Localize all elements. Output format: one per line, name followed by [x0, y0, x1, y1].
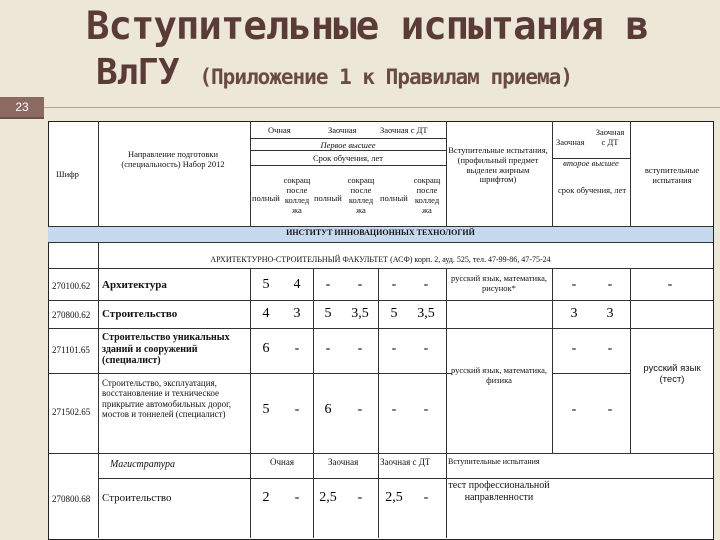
value-cell: -	[667, 277, 673, 292]
value-cell: -	[571, 277, 577, 292]
value-cell: -	[357, 490, 363, 505]
mag-zaochnaya: Заочная	[328, 457, 359, 467]
header-full: полный	[314, 193, 342, 203]
value-cell: 5	[390, 306, 398, 321]
header-zaochnaya-dt: Заочная с ДТ	[380, 125, 428, 135]
value-cell: -	[391, 402, 397, 417]
row-code: 271101.65	[52, 345, 90, 355]
header-first-higher: Первое высшее	[320, 140, 376, 150]
grid-line	[446, 268, 447, 538]
header-ochnaya: Очная	[268, 125, 291, 135]
value-cell: -	[294, 490, 300, 505]
header-full: полный	[252, 193, 280, 203]
value-cell: 5	[324, 306, 332, 321]
value-cell: 4	[293, 277, 301, 292]
value-cell: 2,5	[319, 490, 337, 505]
row-name: Строительство	[102, 308, 178, 320]
grid-line	[378, 268, 379, 538]
faculty-label: АРХИТЕКТУРНО-СТРОИТЕЛЬНЫЙ ФАКУЛЬТЕТ (АСФ) корп. 2, ауд. 525, тел. 47-99-86, 47-75-24	[210, 255, 551, 264]
value-cell: -	[423, 341, 429, 356]
value-cell: 5	[262, 402, 270, 417]
value-cell: 2,5	[385, 490, 403, 505]
value-cell: 6	[262, 341, 270, 356]
header-second-higher: второе высшее	[563, 158, 619, 168]
value-cell: 2	[262, 490, 270, 505]
header-shifr: Шифр	[56, 169, 79, 179]
grid-line	[48, 453, 713, 454]
header-short: сокращ	[283, 175, 311, 185]
grid-line	[98, 478, 713, 479]
mag-zaochnaya-dt: Заочная с ДТ	[380, 457, 431, 467]
grid-line	[552, 121, 553, 226]
divider	[44, 107, 720, 108]
value-cell: -	[607, 277, 613, 292]
magistracy-label: Магистратура	[110, 459, 176, 470]
value-cell: -	[325, 277, 331, 292]
grid-line	[48, 268, 713, 269]
merged-tests: русский язык, математика, физика	[450, 365, 548, 385]
row-name: Строительство, эксплуатация, восстановление и техническое прикрытие автомобильных дорог, мостов и тоннелей (специалист)	[102, 378, 232, 420]
value-cell: -	[423, 402, 429, 417]
row-code: 270100.62	[52, 281, 91, 291]
value-cell: 3	[570, 306, 578, 321]
value-cell: -	[294, 341, 300, 356]
merged-tests-2: русский язык (тест)	[643, 363, 701, 385]
value-cell: -	[607, 341, 613, 356]
value-cell: -	[391, 341, 397, 356]
value-cell: -	[423, 277, 429, 292]
mag-tests-label: Вступительные испытания	[448, 457, 540, 466]
value-cell: -	[357, 277, 363, 292]
value-cell: 3	[606, 306, 614, 321]
header-after-college: после коллед жа	[284, 185, 310, 215]
slide-subtitle: (Приложение 1 к Правилам приема)	[199, 65, 572, 89]
mag-tests: тест профессиональной направленности	[448, 480, 550, 503]
value-cell: 5	[262, 277, 270, 292]
grid-line	[446, 121, 447, 226]
value-cell: 3	[293, 306, 301, 321]
value-cell: 3,5	[351, 306, 369, 321]
mag-ochnaya: Очная	[270, 457, 294, 467]
grid-line	[630, 268, 631, 453]
grid-line	[250, 121, 251, 226]
value-cell: 4	[262, 306, 270, 321]
value-cell: -	[294, 402, 300, 417]
value-cell: -	[607, 402, 613, 417]
row-name: Строительство уникальных зданий и сооружений (специалист)	[102, 332, 230, 366]
header-entrance-tests-2: вступительные испытания	[644, 165, 700, 185]
row-tests: русский язык, математика, рисунок*	[450, 273, 548, 293]
row-code: 271502.65	[52, 407, 91, 417]
header-after-college: после коллед жа	[348, 185, 374, 215]
header-entrance-tests: Вступительные испытания, (профильный предмет выделен жирным шрифтом)	[448, 145, 548, 185]
header-zaochnaya: Заочная	[328, 125, 357, 135]
header-zaochnaya-2: Заочная	[556, 137, 585, 147]
row-code: 270800.68	[52, 494, 91, 504]
header-term-2: срок обучения, лет	[557, 185, 627, 195]
grid-line	[630, 121, 631, 226]
value-cell: -	[571, 341, 577, 356]
header-short: сокращ	[413, 175, 441, 185]
value-cell: 6	[324, 402, 332, 417]
grid-line	[250, 138, 446, 139]
value-cell: -	[571, 402, 577, 417]
header-full: полный	[380, 193, 408, 203]
slide-title: Вступительные испытания в	[86, 4, 648, 49]
row-code: 270800.62	[52, 310, 91, 320]
grid-line	[48, 328, 713, 329]
value-cell: -	[357, 341, 363, 356]
header-after-college: после коллед жа	[414, 185, 440, 215]
grid-line	[98, 121, 99, 538]
value-cell: 3,5	[417, 306, 435, 321]
slide-title-line2: ВлГУ (Приложение 1 к Правилам приема)	[96, 52, 572, 93]
grid-line	[552, 268, 553, 453]
grid-line	[313, 268, 314, 538]
grid-line	[48, 300, 713, 301]
value-cell: -	[391, 277, 397, 292]
grid-line	[250, 165, 446, 166]
header-direction: Направление подготовки (специальность) Набор 2012	[121, 149, 225, 169]
grid-line	[48, 373, 452, 374]
grid-line	[552, 373, 630, 374]
row-name: Архитектура	[102, 279, 167, 291]
institute-label: ИНСТИТУТ ИННОВАЦИОННЫХ ТЕХНОЛОГИЙ	[286, 228, 475, 237]
page-number: 23	[15, 100, 29, 114]
value-cell: -	[423, 490, 429, 505]
header-term: Срок обучения, лет	[313, 153, 383, 163]
header-short: сокращ	[347, 175, 375, 185]
row-name: Строительство	[102, 492, 172, 504]
value-cell: -	[325, 341, 331, 356]
value-cell: -	[357, 402, 363, 417]
grid-line	[250, 268, 251, 538]
header-zaochnaya-dt-2: Заочная с ДТ	[595, 127, 625, 147]
